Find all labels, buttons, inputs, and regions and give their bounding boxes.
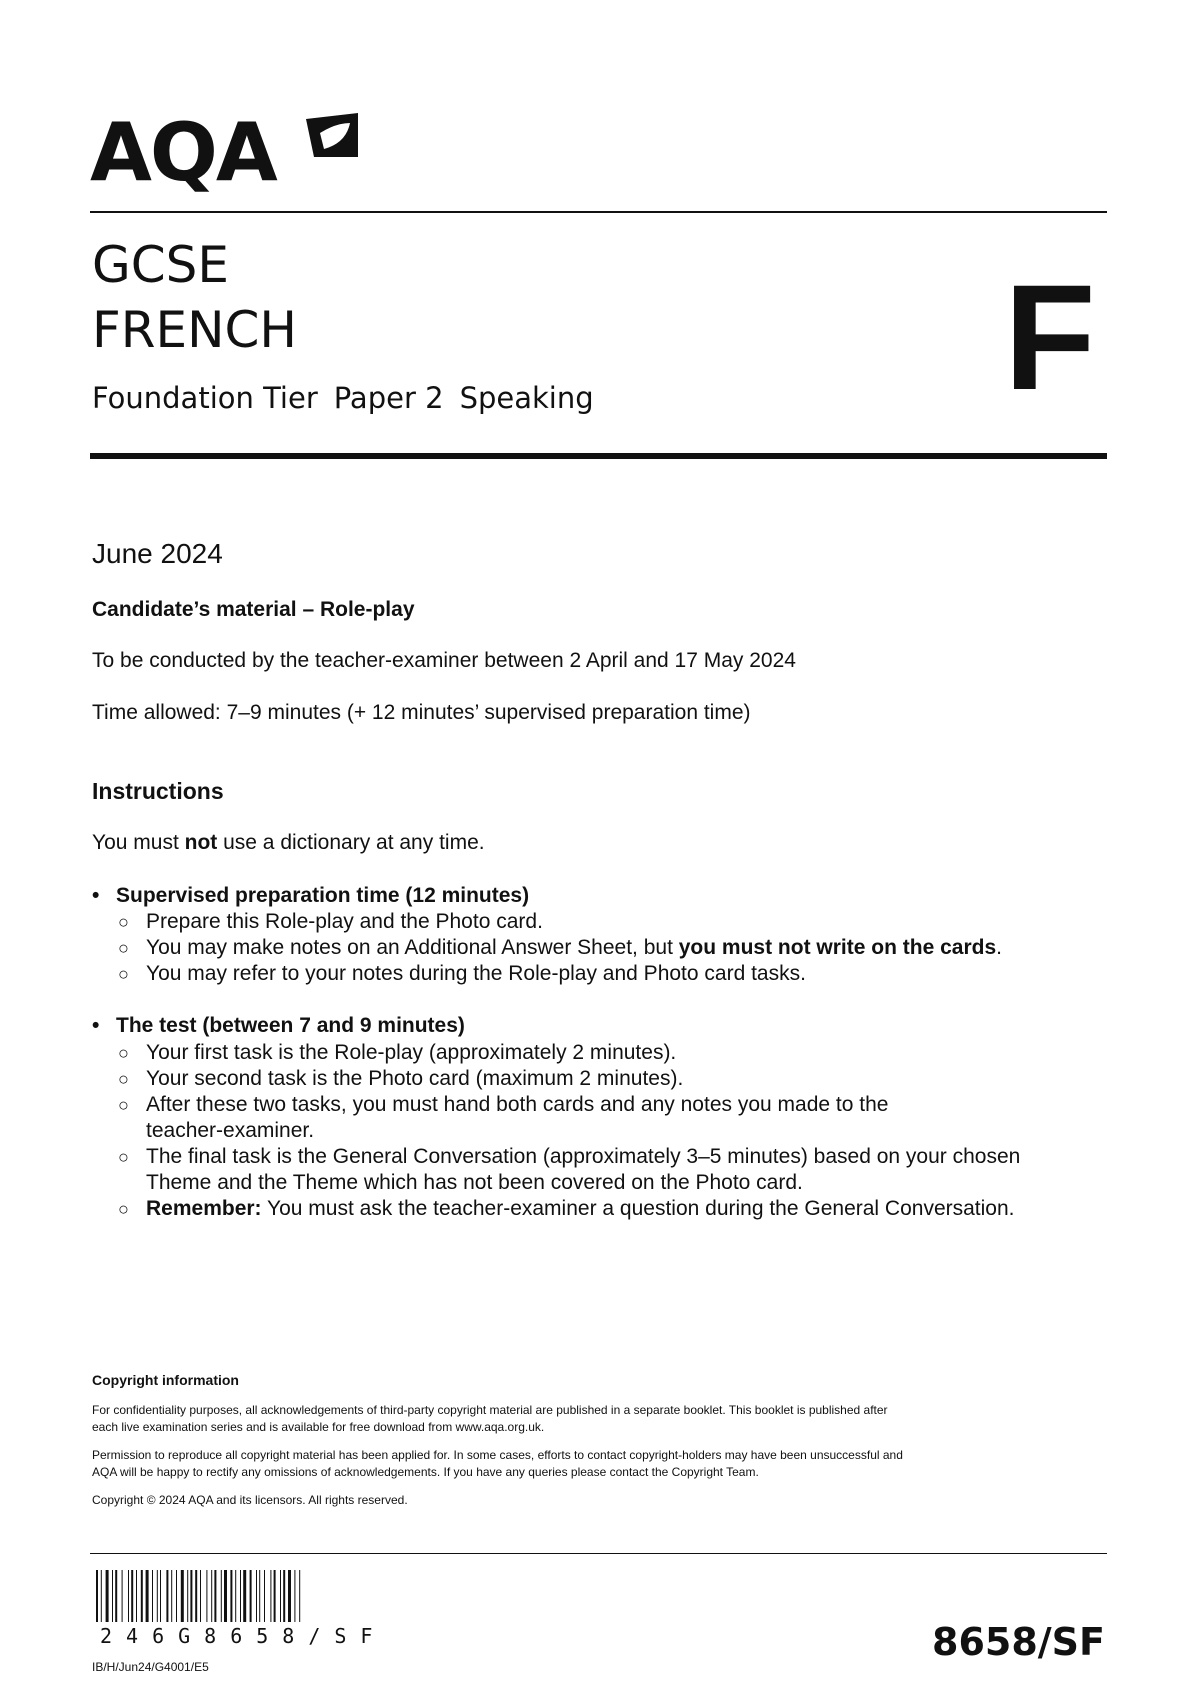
barcode-bar bbox=[128, 1570, 129, 1622]
test-item-text: Your second task is the Photo card (maximum 2 minutes). bbox=[146, 1067, 684, 1090]
barcode-bar bbox=[294, 1570, 295, 1622]
prep-item-text: . bbox=[996, 936, 1002, 959]
barcode-bar bbox=[157, 1570, 158, 1622]
circle-bullet-icon: ○ bbox=[118, 1069, 129, 1089]
copyright-line: AQA will be happy to rectify any omissions of acknowledgements. If you have any queries please contact the Copyright Team. bbox=[92, 1465, 759, 1479]
bullet-icon: • bbox=[92, 884, 100, 907]
barcode-bar bbox=[131, 1570, 133, 1622]
test-item bbox=[118, 1144, 1078, 1196]
barcode-bar bbox=[146, 1570, 149, 1622]
barcode-bar bbox=[187, 1570, 188, 1622]
aqa-logo-mark-icon bbox=[302, 109, 362, 167]
barcode-bar bbox=[96, 1570, 98, 1622]
test-item-continuation: teacher-examiner. bbox=[146, 1119, 315, 1142]
barcode-bar bbox=[221, 1570, 222, 1622]
barcode-bar bbox=[136, 1570, 137, 1622]
qualification-title: GCSE bbox=[92, 236, 229, 294]
aqa-logo-text: AQA bbox=[90, 106, 276, 199]
circle-bullet-icon: ○ bbox=[118, 912, 129, 932]
barcode-bar bbox=[280, 1570, 281, 1622]
barcode-bar bbox=[250, 1570, 252, 1622]
prep-item-bold: you must not write on the cards bbox=[678, 936, 997, 959]
test-item-text: After these two tasks, you must hand both cards and any notes you made to the bbox=[146, 1093, 889, 1116]
barcode-bar bbox=[181, 1570, 184, 1622]
barcode-bar bbox=[243, 1570, 246, 1622]
circle-bullet-icon: ○ bbox=[118, 938, 129, 958]
barcode-bar bbox=[299, 1570, 300, 1622]
barcode-bar bbox=[176, 1570, 177, 1622]
prep-item-text: Prepare this Role-play and the Photo card. bbox=[146, 910, 543, 933]
tier-line bbox=[92, 381, 610, 415]
dictionary-bold: not bbox=[184, 831, 218, 854]
barcode-bar bbox=[171, 1570, 172, 1622]
barcode-bar bbox=[235, 1570, 236, 1622]
document-reference: IB/H/Jun24/G4001/E5 bbox=[92, 1660, 209, 1674]
copyright-line: Permission to reproduce all copyright material has been applied for. In some cases, efforts to contact copyright-holders may have been unsuccessful and bbox=[92, 1448, 903, 1462]
barcode-bar bbox=[264, 1570, 265, 1622]
circle-bullet-icon: ○ bbox=[118, 1199, 129, 1219]
circle-bullet-icon: ○ bbox=[118, 1043, 129, 1063]
barcode-bar bbox=[160, 1570, 161, 1622]
test-item-text: The final task is the General Conversation (approximately 3–5 minutes) based on your chosen bbox=[146, 1145, 1021, 1168]
time-allowed-text: Time allowed: 7–9 minutes (+ 12 minutes’ supervised preparation time) bbox=[92, 701, 751, 724]
material-title: Candidate’s material – Role-play bbox=[92, 598, 415, 621]
paper-name: Paper 2 bbox=[333, 381, 444, 415]
test-item-bold: Remember: bbox=[146, 1197, 262, 1220]
copyright-line: each live examination series and is available for free download from www.aqa.org.uk. bbox=[92, 1420, 545, 1434]
header-divider bbox=[90, 453, 1107, 459]
barcode-bar bbox=[152, 1570, 153, 1622]
prep-item-text: You may make notes on an Additional Answer Sheet, but bbox=[146, 936, 679, 959]
test-item bbox=[118, 1196, 1078, 1222]
prep-item bbox=[118, 909, 1078, 935]
test-item bbox=[118, 1040, 1078, 1066]
barcode-bar bbox=[200, 1570, 201, 1622]
barcode-bar bbox=[259, 1570, 260, 1622]
barcode bbox=[96, 1570, 456, 1622]
copyright-notice: Copyright © 2024 AQA and its licensors. All rights reserved. bbox=[92, 1493, 408, 1507]
barcode-bar bbox=[214, 1570, 216, 1622]
instructions-heading: Instructions bbox=[92, 778, 224, 804]
copyright-heading: Copyright information bbox=[92, 1372, 239, 1388]
barcode-bar bbox=[206, 1570, 207, 1622]
circle-bullet-icon: ○ bbox=[118, 1147, 129, 1167]
test-item-continuation: Theme and the Theme which has not been covered on the Photo card. bbox=[146, 1171, 803, 1194]
tier-letter: F bbox=[1004, 253, 1096, 421]
subject-title: FRENCH bbox=[92, 301, 298, 359]
barcode-bar bbox=[106, 1570, 109, 1622]
barcode-bar bbox=[166, 1570, 168, 1622]
test-bullet bbox=[92, 1014, 465, 1038]
conducted-text: To be conducted by the teacher-examiner between 2 April and 17 May 2024 bbox=[92, 649, 796, 672]
test-item bbox=[118, 1066, 1078, 1092]
copyright-paragraph-1 bbox=[92, 1402, 1052, 1436]
dictionary-pre: You must bbox=[92, 831, 185, 854]
top-divider bbox=[90, 211, 1107, 213]
test-item-text: You must ask the teacher-examiner a question during the General Conversation. bbox=[261, 1197, 1015, 1220]
circle-bullet-icon: ○ bbox=[118, 964, 129, 984]
barcode-bar bbox=[256, 1570, 257, 1622]
barcode-bar bbox=[195, 1570, 197, 1622]
barcode-bar bbox=[288, 1570, 291, 1622]
copyright-paragraph-2 bbox=[92, 1447, 1052, 1481]
test-item-text: Your first task is the Role-play (approximately 2 minutes). bbox=[146, 1041, 677, 1064]
circle-bullet-icon: ○ bbox=[118, 1095, 129, 1115]
test-item bbox=[118, 1092, 1078, 1144]
barcode-digits: 246G8658/SF bbox=[100, 1624, 387, 1648]
barcode-bar bbox=[190, 1570, 192, 1622]
prep-item-text: You may refer to your notes during the Role-play and Photo card tasks. bbox=[146, 962, 806, 985]
barcode-bar bbox=[240, 1570, 241, 1622]
component-name: Speaking bbox=[459, 381, 594, 415]
barcode-bar bbox=[101, 1570, 102, 1622]
dictionary-instruction bbox=[92, 831, 485, 855]
barcode-bar bbox=[211, 1570, 212, 1622]
barcode-bar bbox=[283, 1570, 285, 1622]
exam-date: June 2024 bbox=[92, 538, 223, 569]
prep-title: Supervised preparation time (12 minutes) bbox=[116, 884, 530, 907]
prep-item bbox=[118, 935, 1078, 961]
prep-bullet bbox=[92, 884, 529, 908]
barcode-bar bbox=[274, 1570, 276, 1622]
barcode-bar bbox=[122, 1570, 123, 1622]
barcode-bar bbox=[270, 1570, 271, 1622]
tier-name: Foundation Tier bbox=[92, 381, 318, 415]
barcode-bar bbox=[115, 1570, 117, 1622]
prep-item bbox=[118, 961, 1078, 987]
footer-divider bbox=[90, 1553, 1107, 1554]
dictionary-post: use a dictionary at any time. bbox=[217, 831, 485, 854]
paper-code: 8658/SF bbox=[932, 1620, 1105, 1664]
barcode-bar bbox=[230, 1570, 232, 1622]
bullet-icon: • bbox=[92, 1014, 100, 1037]
copyright-line: For confidentiality purposes, all acknowledgements of third-party copyright material are published in a separate booklet. This booklet is published after bbox=[92, 1403, 888, 1417]
aqa-logo bbox=[90, 95, 370, 205]
barcode-bar bbox=[112, 1570, 113, 1622]
barcode-bar bbox=[224, 1570, 227, 1622]
test-title: The test (between 7 and 9 minutes) bbox=[116, 1014, 465, 1037]
barcode-bar bbox=[141, 1570, 143, 1622]
